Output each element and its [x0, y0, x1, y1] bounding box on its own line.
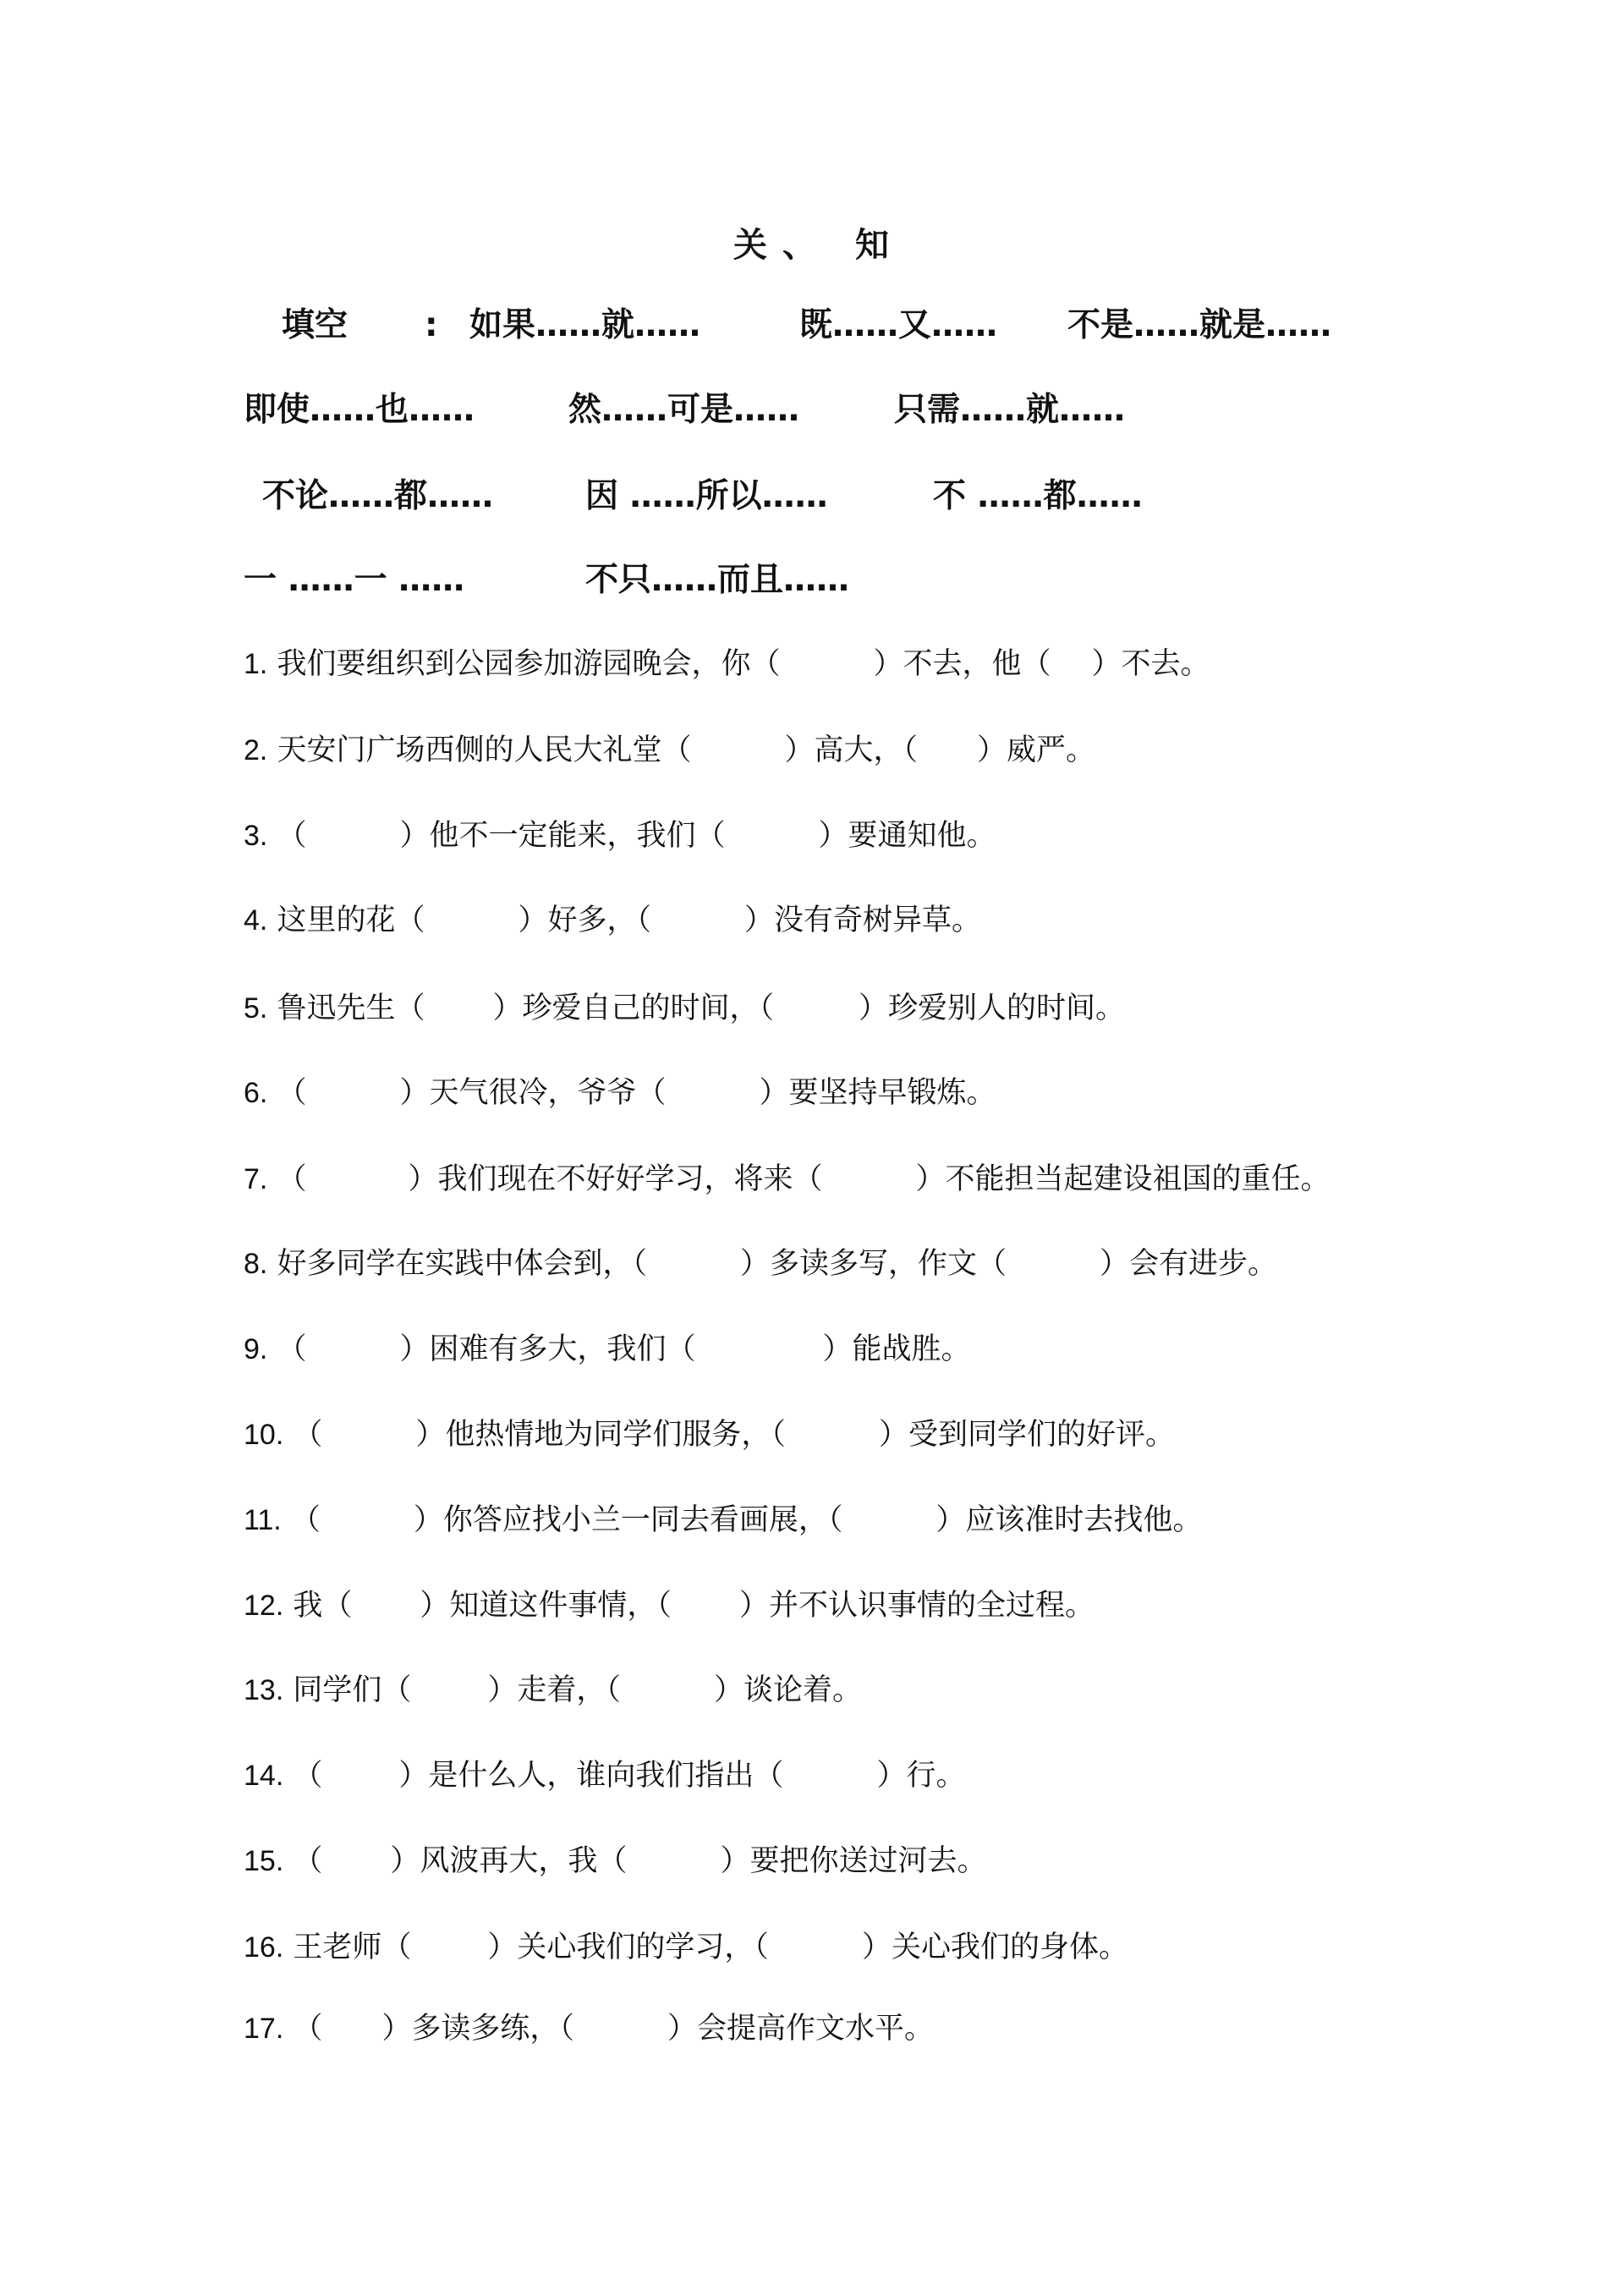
word-bank-row-1	[0, 300, 1624, 351]
word-bank-item: 一 ……一 ……	[244, 561, 465, 599]
question-item: 13. 同学们（ ）走着，（ ）谈论着。	[244, 1673, 862, 1707]
word-bank-colon: :	[425, 306, 438, 344]
word-bank-item: 因 ……所以……	[585, 477, 828, 515]
word-bank-item: 不论……都……	[262, 477, 494, 515]
question-item: 8. 好多同学在实践中体会到，（ ）多读多写，作文（ ）会有进步。	[244, 1247, 1278, 1281]
question-item: 4. 这里的花（ ）好多，（ ）没有奇树异草。	[244, 904, 982, 937]
question-item: 6. （ ）天气很冷，爷爷（ ）要坚持早锻炼。	[244, 1076, 996, 1110]
word-bank-item: 不只……而且……	[585, 561, 850, 599]
question-item: 3. （ ）他不一定能来，我们（ ）要通知他。	[244, 819, 996, 853]
word-bank-row-2	[0, 385, 1624, 436]
question-item: 1. 我们要组织到公园参加游园晚会，你（ ）不去，他（ ）不去。	[244, 647, 1210, 681]
word-bank-item: 然……可是……	[568, 391, 800, 429]
word-bank-item: 既……又……	[799, 306, 998, 344]
question-item: 2. 天安门广场西侧的人民大礼堂（ ）高大，（ ）威严。	[244, 733, 1096, 767]
question-item: 10. （ ）他热情地为同学们服务，（ ）受到同学们的好评。	[244, 1418, 1175, 1452]
word-bank-item: 只需……就……	[894, 391, 1126, 429]
question-item: 11. （ ）你答应找小兰一同去看画展，（ ）应该准时去找他。	[244, 1503, 1203, 1537]
question-item: 9. （ ）困难有多大，我们（ ）能战胜。	[244, 1332, 971, 1366]
question-item: 16. 王老师（ ）关心我们的学习，（ ）关心我们的身体。	[244, 1931, 1128, 1964]
question-item: 17. （ ）多读多练，（ ）会提高作文水平。	[244, 2012, 934, 2046]
word-bank-label: 填空	[282, 306, 348, 344]
word-bank-row-4	[0, 555, 1624, 606]
title-left: 关 、	[733, 226, 818, 265]
word-bank-item: 不是……就是……	[1067, 306, 1332, 344]
question-item: 7. （ ）我们现在不好好学习，将来（ ）不能担当起建设祖国的重任。	[244, 1162, 1330, 1196]
word-bank-item: 即使……也……	[244, 391, 475, 429]
page-title	[0, 218, 1624, 266]
word-bank-item: 如果……就……	[469, 306, 701, 344]
question-item: 14. （ ）是什么人，谁向我们指出（ ）行。	[244, 1759, 966, 1793]
title-right: 知	[854, 226, 891, 265]
question-item: 15. （ ）风波再大，我（ ）要把你送过河去。	[244, 1844, 987, 1878]
question-item: 12. 我（ ）知道这件事情，（ ）并不认识事情的全过程。	[244, 1589, 1095, 1623]
question-item: 5. 鲁迅先生（ ）珍爱自己的时间，（ ）珍爱别人的时间。	[244, 991, 1126, 1025]
word-bank-item: 不 ……都……	[933, 477, 1143, 515]
word-bank-row-3	[0, 471, 1624, 522]
